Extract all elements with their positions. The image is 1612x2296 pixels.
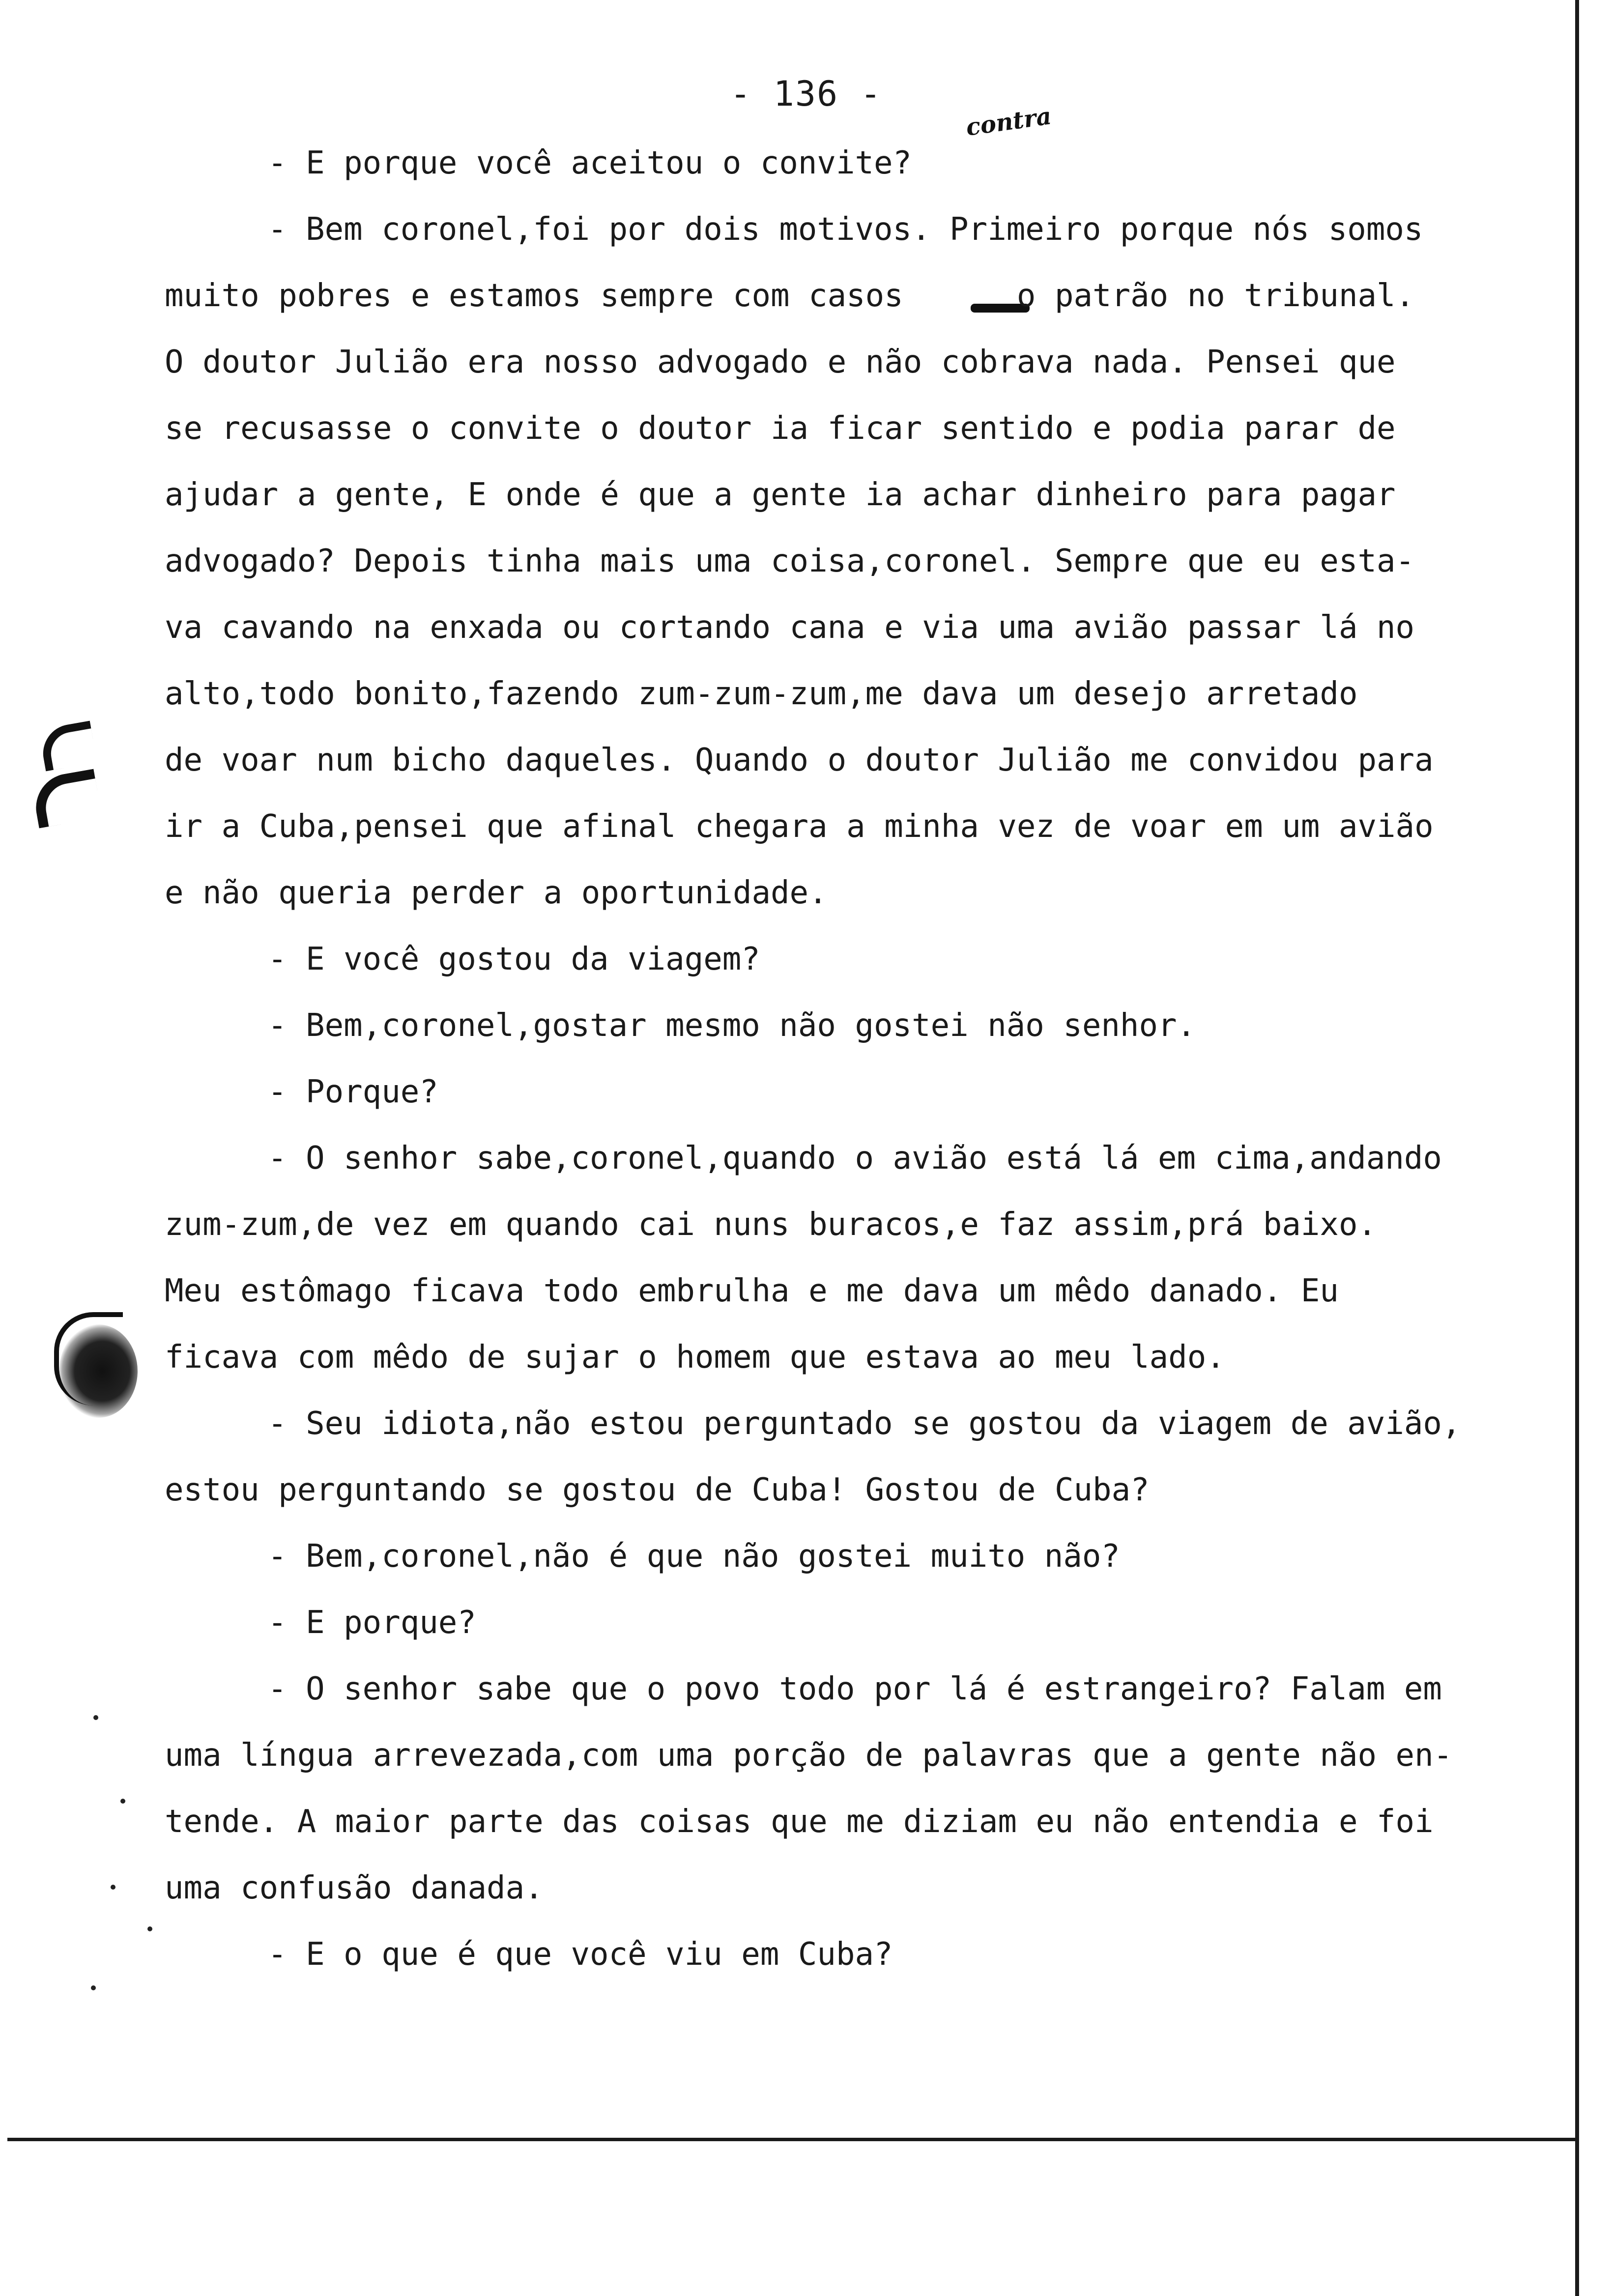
text-line: ajudar a gente, E onde é que a gente ia achar dinheiro para pagar	[165, 477, 1396, 513]
text-line: - Bem,coronel,não é que não gostei muito não?	[268, 1538, 1120, 1575]
typed-text-body	[165, 130, 1526, 1988]
text-line: - Porque?	[268, 1074, 438, 1110]
punch-hole-blob	[59, 1324, 138, 1418]
text-line: - E porque você aceitou o convite?	[268, 145, 912, 181]
text-line: - E você gostou da viagem?	[268, 941, 760, 977]
text-line: muito pobres e estamos sempre com casos o patrão no tribunal.	[165, 278, 1415, 314]
text-line: va cavando na enxada ou cortando cana e via uma avião passar lá no	[165, 609, 1415, 646]
text-line: - Bem coronel,foi por dois motivos. Primeiro porque nós somos	[268, 211, 1423, 248]
page-number: - 136 -	[730, 74, 882, 114]
text-line: - E porque?	[268, 1605, 476, 1641]
text-line: - Seu idiota,não estou perguntado se gostou da viagem de avião,	[268, 1406, 1461, 1442]
punch-hole-mark-top	[38, 720, 97, 771]
text-line: se recusasse o convite o doutor ia ficar sentido e podia parar de	[165, 410, 1396, 447]
text-line: zum-zum,de vez em quando cai nuns buracos,e faz assim,prá baixo.	[165, 1206, 1377, 1243]
text-line: ir a Cuba,pensei que afinal chegara a minha vez de voar em um avião	[165, 808, 1434, 845]
text-line: - E o que é que você viu em Cuba?	[268, 1936, 893, 1973]
text-line: - Bem,coronel,gostar mesmo não gostei não senhor.	[268, 1007, 1196, 1044]
text-line: alto,todo bonito,fazendo zum-zum-zum,me dava um desejo arretado	[165, 676, 1358, 712]
bottom-rule	[7, 2138, 1575, 2141]
handwritten-annotation: contra	[964, 102, 1053, 142]
text-line: advogado? Depois tinha mais uma coisa,coronel. Sempre que eu esta-	[165, 543, 1415, 579]
speck	[147, 1926, 152, 1931]
speck	[91, 1985, 96, 1990]
speck	[111, 1885, 115, 1890]
speck	[120, 1799, 125, 1804]
right-edge-rule	[1575, 0, 1579, 2296]
text-line: - O senhor sabe,coronel,quando o avião está lá em cima,andando	[268, 1140, 1442, 1177]
text-line: de voar num bicho daqueles. Quando o doutor Julião me convidou para	[165, 742, 1434, 778]
text-line: e não queria perder a oportunidade.	[165, 875, 828, 911]
text-line: Meu estômago ficava todo embrulha e me dava um mêdo danado. Eu	[165, 1273, 1339, 1309]
text-line: estou perguntando se gostou de Cuba! Gostou de Cuba?	[165, 1472, 1150, 1508]
text-line: uma língua arrevezada,com uma porção de palavras que a gente não en-	[165, 1737, 1453, 1774]
text-line: - O senhor sabe que o povo todo por lá é estrangeiro? Falam em	[268, 1671, 1442, 1707]
speck	[93, 1715, 98, 1720]
text-line: O doutor Julião era nosso advogado e não cobrava nada. Pensei que	[165, 344, 1396, 380]
punch-hole-mark-bottom	[30, 769, 102, 828]
text-line: tende. A maior parte das coisas que me diziam eu não entendia e foi	[165, 1804, 1434, 1840]
text-line: ficava com mêdo de sujar o homem que estava ao meu lado.	[165, 1339, 1225, 1376]
text-line: uma confusão danada.	[165, 1870, 544, 1906]
